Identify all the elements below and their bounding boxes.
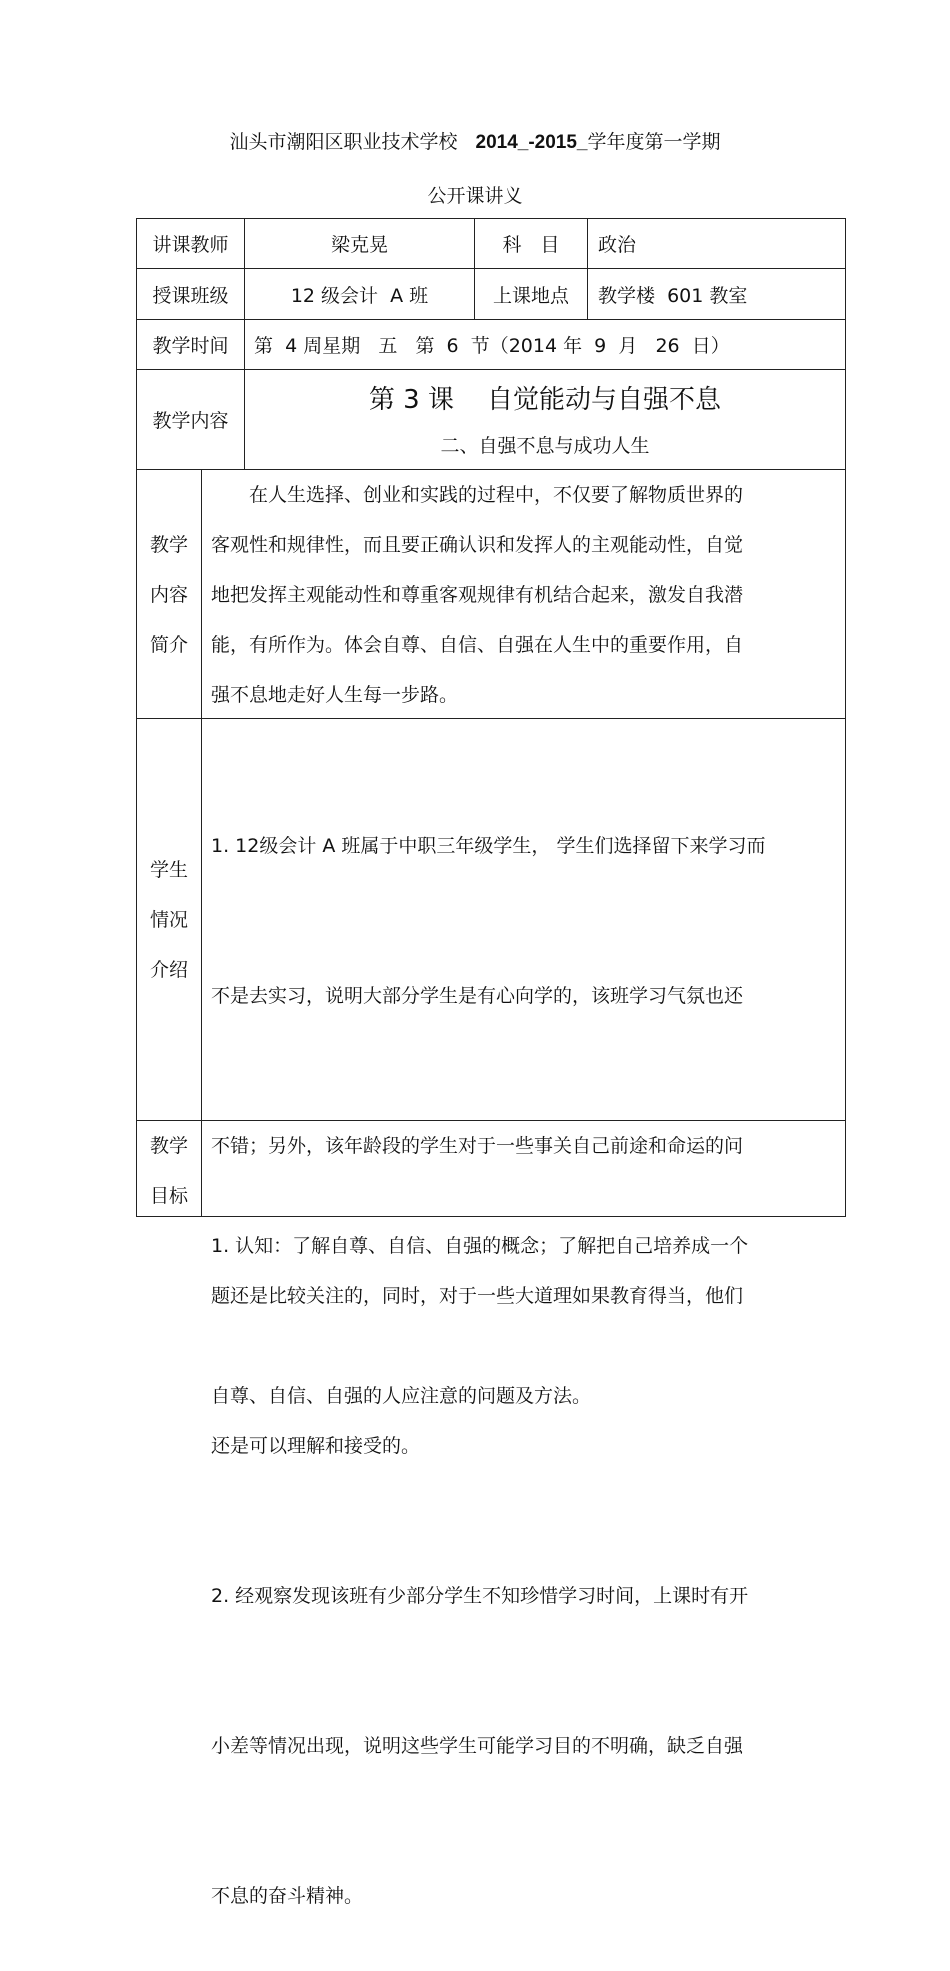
document-subtitle: 公开课讲义	[427, 185, 523, 207]
lesson-subtitle: 二、自强不息与成功人生	[440, 434, 650, 457]
column-divider	[587, 218, 588, 320]
intro-text: 在人生选择、创业和实践的过程中，不仅要了解物质世界的 客观性和规律性，而且要正确认识和发挥人的主观能动性，自觉 地把发挥主观能动性和尊重客观规律有机结合起来，激发自我潜 能，有所作为。体会自尊、自信、自强在人生中的重要作用，自 强不息地走好人生每一步路。	[211, 484, 744, 706]
lesson-title: 第 3 课 自觉能动与自强不息	[368, 384, 722, 415]
subject-value: 政治	[598, 234, 637, 256]
academic-year: 2014_-2015_	[475, 132, 588, 153]
school-name: 汕头市潮阳区职业技术学校	[229, 131, 458, 153]
intro-label: 教学 内容 简介	[149, 534, 188, 656]
goals-label: 教学 目标	[149, 1135, 188, 1207]
time-value: 第 4 周星期 五 第 6 节（2014 年 9 月 26 日）	[254, 335, 730, 357]
class-value: 12 级会计 A 班	[290, 284, 429, 307]
term-label: 学年度第一学期	[587, 131, 721, 153]
time-label: 教学时间	[152, 335, 229, 357]
students-text: 1. 12级会计 A 班属于中职三年级学生， 学生们选择留下来学习而 不是去实习，说明大部分学生是有心向学的，该班学习气氛也还 不错；另外，该年龄段的学生对于一些事关自己前途和命运的问 题还是比较关注的，同时，对于一些大道理如果教育得当，他们 还是可以理解和接受的。 2. 经观察发现该班有少部分学生不知珍惜学习时间，上课时有开 小差等情况出现，说明这些学生可能学习目的不明确，缺乏自强 不息的奋斗精神。	[211, 835, 766, 1907]
goals-text: 1. 认知：了解自尊、自信、自强的概念；了解把自己培养成一个 自尊、自信、自强的人应注意的问题及方法。	[211, 1235, 749, 1407]
class-label: 授课班级	[152, 284, 229, 307]
location-label: 上课地点	[492, 284, 569, 307]
students-label: 学生 情况 介绍	[149, 859, 188, 981]
location-value: 教学楼 601 教室	[598, 284, 748, 307]
teacher-label: 讲课教师	[152, 234, 229, 256]
table-border-right	[845, 218, 846, 1217]
content-label: 教学内容	[152, 410, 229, 432]
teacher-value: 梁克晃	[330, 234, 388, 256]
subject-label: 科 目	[502, 234, 560, 256]
column-divider	[201, 469, 202, 1217]
document-title	[0, 127, 950, 154]
